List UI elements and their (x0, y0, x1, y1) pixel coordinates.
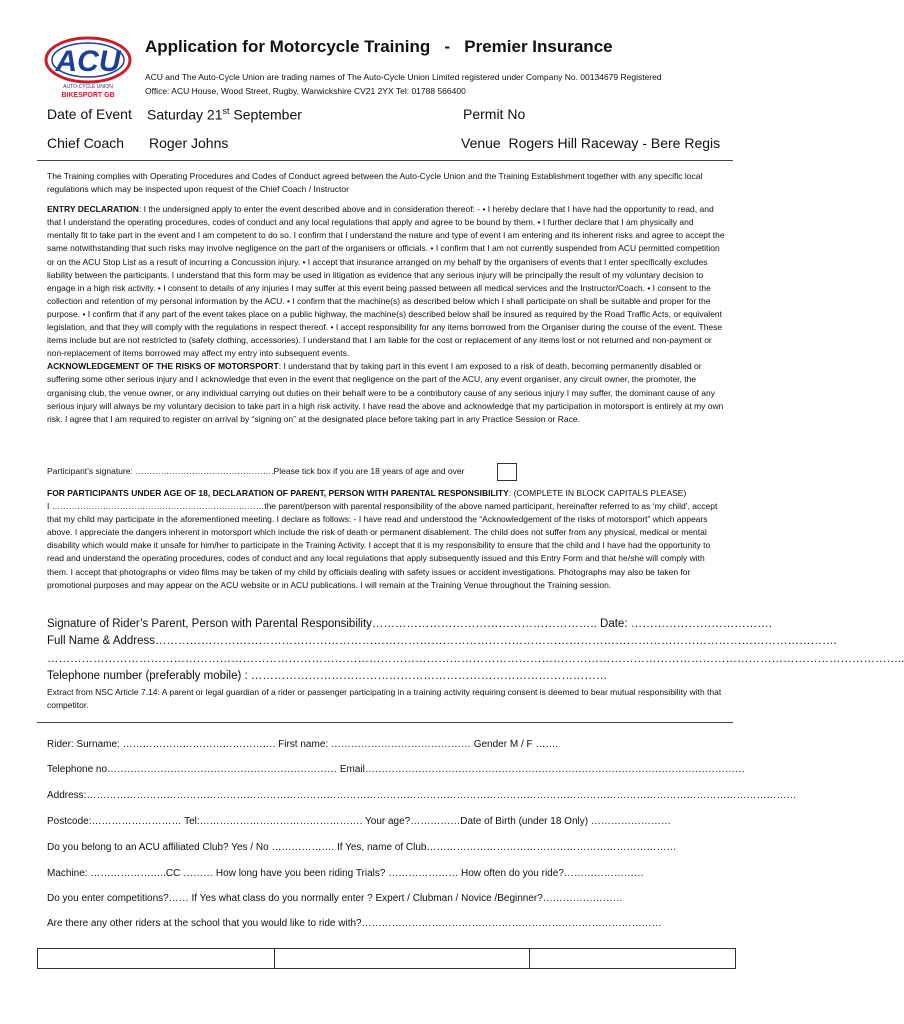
office-box-1[interactable] (38, 949, 275, 968)
chief-coach-value: Roger Johns (149, 135, 229, 151)
header-registration (145, 70, 662, 98)
rider-name-line[interactable]: Rider: Surname: ………………………………………. First name: …………………………………… Gender M / F ……. (47, 739, 559, 750)
machine-line[interactable]: Machine: …………………..CC ……… How long have you been riding Trials? ………………… How often do you ride?…………………… (47, 868, 644, 879)
rider-postcode-line[interactable]: Postcode:……………………… Tel:…………………………………………. Your age?……………Date of Birth (under 18 Only) …………………… (47, 816, 671, 827)
ride-with-line[interactable]: Are there any other riders at the school that you would like to ride with?……………………………………………………………………………… (47, 918, 662, 929)
date-of-event-value: Saturday 21st September (147, 106, 302, 123)
permit-no-label: Permit No (463, 106, 526, 122)
header-line-2: Office: ACU House, Wood Street, Rugby, Warwickshire CV21 2YX Tel: 01788 566400 (145, 86, 466, 96)
nsc-extract: Extract from NSC Article 7.14: A parent or legal guardian of a rider or passenger participating in a training activity requiring consent is deemed to bear mutual responsibility with that competitor. (47, 687, 722, 710)
acknowledgement: ACKNOWLEDGEMENT OF THE RISKS OF MOTORSPORT: I understand that by taking part in this event I am exposed to a risk of death, becoming permanently disabled or suffering some other serious injury and I acknowledge that even in the event that negligence on the part of the ACU, any event organiser, any circuit owner, the promoter, the organising club, the venue owner, or any individual carrying out duties on their behalf were to be a contributory cause of any serious injury I may suffer, the dominant cause of any serious injury will always be my voluntary decision to take part in a high risk activity. I have read the above and acknowledge that my participation in motorsport is entirely at my own risk. I agree that I am required to register on arrival by “signing on” at the designated place before taking part in any Practice Session or Race. (47, 361, 724, 424)
competitions-line[interactable]: Do you enter competitions?…… If Yes what class do you normally enter ? Expert / Clubman / Novice /Beginner?…………………… (47, 893, 623, 904)
under-18-declaration (47, 487, 727, 592)
divider-bottom (37, 722, 733, 723)
divider-top (37, 160, 733, 161)
intro-paragraph: The Training complies with Operating Procedures and Codes of Conduct agreed between the Auto-Cycle Union and the Training Establishment together with any specific local regulations which may be inspected upon request of the Chief Coach / Instructor (47, 171, 703, 195)
parent-telephone-line[interactable]: Telephone number (preferably mobile) : ………………………………………………………………………………… (47, 670, 608, 682)
office-use-boxes (37, 948, 736, 969)
venue-value: Rogers Hill Raceway - Bere Regis (508, 135, 721, 151)
rider-address-line[interactable]: Address:…………………………………………………………………………………………………………………………………………………………………………………………… (47, 790, 797, 801)
acu-logo (44, 34, 132, 104)
parent-signature-line[interactable]: Signature of Rider’s Parent, Person with Parental Responsibility………………………………………………….. Date: ………………………………. (47, 618, 772, 630)
address-continuation-line[interactable]: …………………………………………………………………………………………………………………………………………………………………………………………………….. (47, 653, 904, 665)
header-line-1: ACU and The Auto-Cycle Union are trading names of The Auto-Cycle Union Limited registered under Company No. 00134679 Registered (145, 72, 662, 82)
form-title: Application for Motorcycle Training - Premier Insurance (145, 37, 613, 56)
venue-field: Venue Rogers Hill Raceway - Bere Regis (461, 135, 721, 151)
logo-wordmark: ACU (55, 45, 121, 78)
age-18-checkbox[interactable] (497, 463, 517, 481)
office-box-3[interactable] (530, 949, 735, 968)
declarations (47, 170, 727, 426)
participant-signature: Participant’s signature: ………………………………………….Please tick box if you are 18 years of age and over (47, 466, 465, 476)
rider-telephone-email-line[interactable]: Telephone no…………………………………………………………… Email…………………………………………………………………………………………………… (47, 764, 745, 775)
logo-motto-top: AUTO-CYCLE UNION (63, 84, 113, 90)
entry-declaration: ENTRY DECLARATION: I the undersigned apply to enter the event described above and in consideration thereof: - • I hereby declare that I have had the opportunity to read, and that I understand the operating procedures, codes of conduct and any local regulations that apply and agree to be bound by them. • I further declare that I am physically and mentally fit to take part in the event and I am competent to do so. I confirm that I understand the nature and type of event I am entering and its inherent risks and agree to accept the same notwithstanding that such risks may involve negligence on the part of the organisers or officials. • I confirm that I am not currently suspended from ACU permitted competition or on the ACU Stop List as a result of incurring a Concussion injury. • I accept that insurance arranged on my behalf by the organisers of events that I enter specifically excludes liability between the participants. I understand that this form may be used in litigation as evidence that any serious injury will be principally the result of my voluntary decision to engage in a high risk activity. • I consent to details of any injuries I may suffer at this event being passed between all medical services and the Instructor/Coach. • I consent to the collection and retention of my personal information by the ACU. • I confirm that the machine(s) as described below which I shall participate on shall be suitable and proper for the purpose. • I confirm that if any part of the event takes place on a public highway, the machine(s) described below shall be insured as required by the Road Traffic Acts, or equivalent legislation, and that they will comply with the regulations in respect thereof. • I accept responsibility for any items borrowed from the Organiser during the course of the event. These items include but are not restricted to (safety clothing, accessories). I understand that I am liable for the cost or replacement of any items lost or not returned and non-payment or non-replacement of items borrowed may affect my entry into subsequent events. (47, 204, 725, 359)
office-box-2[interactable] (275, 949, 530, 968)
under-18-text: I …………………………………………………………………the parent/person with parental responsibility of the above named participant, hereinafter referred to as ‘my child’, accept that my child may participate in the aforementioned meeting. I declare as follows: - I have read and understood the “Acknowledgement of the risks of motorsport” which appears above. I appreciate the dangers inherent in motorsport which include the risk of death or permanent disablement. The child does not suffer from any physical, medical or mental disability which would make it unsafe for him/her to participate in the Training Activity. I accept that it is my responsibility to ensure that the child and I have had the opportunity to read and understand the operating procedures, codes of conduct and any local regulations that apply subsequently issued and this Entry Form and that he/she will comply with them. I accept that photographs or video films may be taken of my child by officials dealing with safety issues or accident investigations. Photographs may also be taken for promotional purposes and may appear on the ACU website or in ACU publications. I will remain at the Training Venue throughout the Training session. (47, 501, 718, 590)
club-membership-line[interactable]: Do you belong to an ACU affiliated Club? Yes / No ………………. If Yes, name of Club………………………………………………………………… (47, 842, 677, 853)
under-18-heading: FOR PARTICIPANTS UNDER AGE OF 18, DECLARATION OF PARENT, PERSON WITH PARENTAL RESPONSIBILITY: (COMPLETE IN BLOCK CAPITALS PLEASE) (47, 488, 687, 498)
full-name-address-line[interactable]: Full Name & Address……………………………………………………………………………………………………………………………………………………………. (47, 635, 837, 647)
chief-coach-label: Chief Coach (47, 135, 125, 151)
logo-motto-bottom: BIKESPORT GB (61, 92, 115, 99)
date-of-event-label: Date of Event (47, 106, 132, 122)
